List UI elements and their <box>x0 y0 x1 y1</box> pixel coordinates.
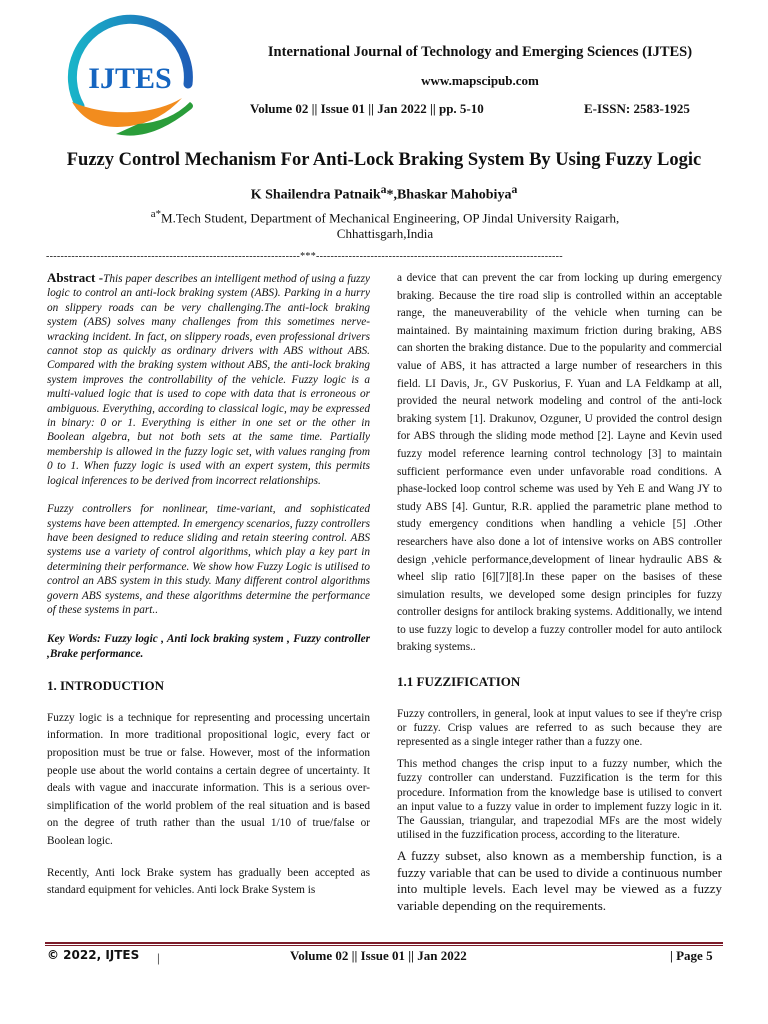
footer-divider: | <box>157 950 160 965</box>
fuzzification-paragraph-2: This method changes the crisp input to a fuzzy number, which the fuzzy controller can understand. Fuzzification is the term for this procedure. Information from the knowledge base is utilised to convert an input value to a fuzzy value in order to implement fuzzy logic in it. The Gaussian, triangular, and trapezodial MFs are the most widely utilised in the fuzzification process, according to the literature. <box>397 758 722 842</box>
affiliation-sup: a* <box>150 208 162 220</box>
separator-line: ----------------------------------------------------------------------***-------------------------------------------------------------------- <box>46 251 563 262</box>
abstract-paragraph-2: Fuzzy controllers for nonlinear, time-variant, and sophisticated systems have been attempted. In emergency scenarios, fuzzy controllers have been designed to reduce sliding and retain steering control. ABS systems use a variety of control algorithms, which play a key part in determining their performance. We show how Fuzzy Logic is utilised to control an ABS system in this study. Many different control algorithms govern ABS systems, and these algorithms determine the performance of these systems in part.. <box>47 503 370 616</box>
abstract-label: Abstract - <box>47 270 104 285</box>
footer-volume: Volume 02 || Issue 01 || Jan 2022 <box>290 948 467 963</box>
footer-copyright: © 2022, IJTES <box>47 948 140 962</box>
footer-rule <box>45 942 723 944</box>
logo-text: IJTES <box>88 62 172 95</box>
journal-url[interactable]: www.mapscipub.com <box>421 73 539 88</box>
right-column <box>397 270 722 914</box>
intro-paragraph-1: Fuzzy logic is a technique for representing and processing uncertain information. In more traditional propositional logic, every fact or proposition must be true or false. However, most of the information people use about the world contains a certain degree of uncertainty. It deals with vague and inaccurate information. This is a serious over-simplification of the world problem of the real situation and is based on the degree of truth rather than the usual 1/10 of true/false or Boolean logic. <box>47 711 370 847</box>
keywords <box>47 632 370 662</box>
keywords-text: : Fuzzy logic , Anti lock braking system , Fuzzy controller ,Brake performance. <box>47 633 371 661</box>
journal-issn: E-ISSN: 2583-1925 <box>584 101 690 116</box>
author-1-mark: *, <box>386 187 397 203</box>
fuzzification-paragraph-1: Fuzzy controllers, in general, look at input values to see if they're crisp or fuzzy. Crisp values are referred to as such because they are represented as a single integer rather than a fuzzy one. <box>397 707 722 749</box>
fuzzification-heading: 1.1 FUZZIFICATION <box>397 674 521 690</box>
footer-rule-thin <box>45 945 723 946</box>
ijtes-logo <box>50 14 210 144</box>
left-column <box>47 271 370 900</box>
keywords-label: Key Words <box>47 633 98 646</box>
author-1-sup: a <box>380 183 387 196</box>
author-2-sup: a <box>511 183 518 196</box>
intro-heading: 1. INTRODUCTION <box>47 678 165 694</box>
footer-page: | Page 5 <box>670 948 713 963</box>
paper-title: Fuzzy Control Mechanism For Anti-Lock Braking System By Using Fuzzy Logic <box>66 150 702 170</box>
right-paragraph-1: a device that can prevent the car from locking up during emergency braking. Because the tire road slip is controlled within an acceptable range, the maneuverability of the vehicle when turning can be maintained. By maintaining maximum friction during braking, ABS can shorten the braking distance. Due to the popularity and commercial value of ABS, it has attracted a large number of researchers in this field. LI Davis, Jr., GV Puskorius, F. Yuan and LA Feldkamp at all, provided the neural network modeling and control of the anti-lock braking system [1]. Drakunov, Ozguner, U provided the control design for ABS through the sliding mode method [2]. Layne and Kevin used fuzzy model reference learning control technology [3] to maintain sufficient performance even under unfavorable road conditions. A phase-locked loop control scheme was used by Yeh E and Wang JY to study ABS [4]. Guntur, R.R. applied the parametric plane method to study emergency conditions when handling a vehicle [5] .Other researchers have also done a lot of intensive works on ABS controller design ,vehicle performance,development of linear hydraulic ABS & wheel slip ratio [6][7][8].In these paper on the basises of these simulation results, we developed some design principles for fuzzy controller designs for antilock braking systems. Additionally, we intend to use fuzzy logic to develop a fuzzy controller model for auto antilock braking systems.. <box>397 272 722 654</box>
intro-paragraph-2: Recently, Anti lock Brake system has gradually been accepted as standard equipment for vehicles. Anti lock Brake System is <box>47 866 370 897</box>
journal-title: International Journal of Technology and Emerging Sciences (IJTES) <box>267 44 693 60</box>
author-1: K Shailendra Patnaik <box>250 187 381 203</box>
paper-authors <box>0 183 768 204</box>
author-2: Bhaskar Mahobiya <box>396 187 512 203</box>
fuzzification-paragraph-3: A fuzzy subset, also known as a membership function, is a fuzzy variable that can be used to divide a continuous number into multiple levels. Each level may be viewed as a fuzzy variable depending on the requirements. <box>397 848 722 913</box>
paper-affiliation <box>120 206 650 242</box>
abstract-text: This paper describes an intelligent method of using a fuzzy logic to control an anti-lock braking system (ABS). Parking in a hurry on slippery roads can be very challenging.The anti-lock braking system (ABS) solves many challenges from this sometimes nerve-wracking incident. In fact, on slippery roads, even professional drivers cannot stop as quickly as ordinary drivers with ABS without ABS. Compared with the braking system without ABS, the anti-lock braking system improves the controllability of the vehicle. Fuzzy logic is a multi-valued logic that is used to cope with data that is erroneous or ambiguous. Everything, according to classical logic, may be expressed in binary: 0 or 1. Everything is either in one set or the other in Boolean algebra, but not both sets at the same time. Partially membership is allowed in the fuzzy logic set, with values ranging from 0 to 1. When fuzzy logic is used with an expert system, this permits logical inferences to be derived from incorrect relationships. <box>47 273 370 487</box>
affiliation-text: M.Tech Student, Department of Mechanical Engineering, OP Jindal University Raigarh, Chhattisgarh,India <box>161 210 620 242</box>
journal-volume: Volume 02 || Issue 01 || Jan 2022 || pp. 5-10 <box>250 101 484 116</box>
abstract <box>47 271 370 488</box>
